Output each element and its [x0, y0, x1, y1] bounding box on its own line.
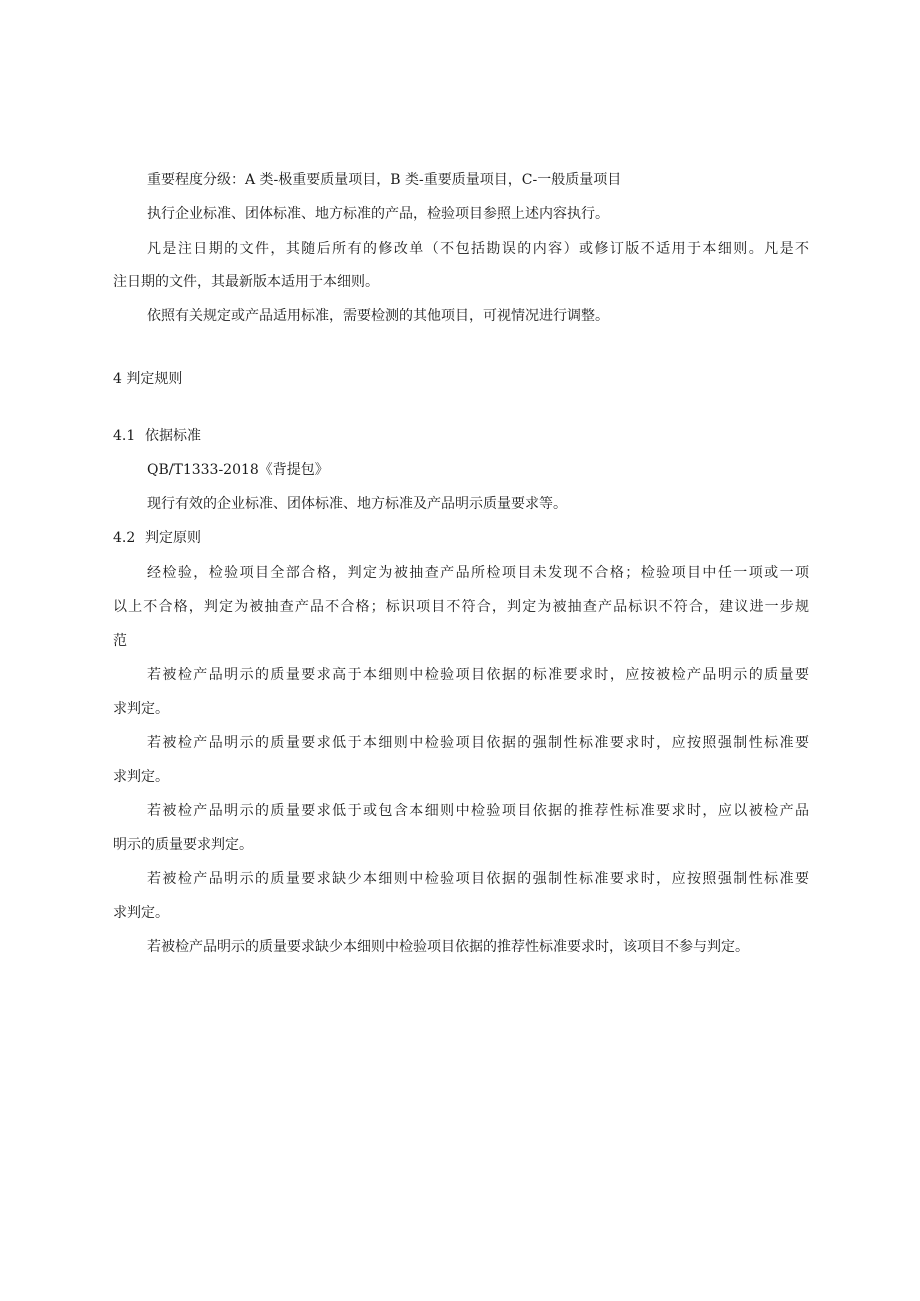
dated-documents-line-2: 注日期的文件，其最新版本适用于本细则。	[113, 274, 379, 290]
principle-5-line-1: 若被检产品明示的质量要求缺少本细则中检验项目依据的强制性标准要求时，应按照强制性标准要	[147, 871, 809, 887]
principle-6-paragraph: 若被检产品明示的质量要求缺少本细则中检验项目依据的推荐性标准要求时，该项目不参与判定。	[147, 939, 749, 955]
section-4-title: 4 判定规则	[113, 371, 183, 387]
principle-4-line-1: 若被检产品明示的质量要求低于或包含本细则中检验项目依据的推荐性标准要求时，应以被检产品	[147, 803, 809, 819]
dated-documents-line-1: 凡是注日期的文件，其随后所有的修改单（不包括勘误的内容）或修订版不适用于本细则。凡是不	[147, 241, 809, 257]
section-4-2-title: 判定原则	[145, 530, 201, 546]
section-4-2-number: 4.2	[113, 530, 136, 546]
principle-5-line-2: 求判定。	[113, 905, 169, 921]
section-4-2-heading	[113, 528, 201, 548]
section-4-1-title: 依据标准	[145, 428, 201, 444]
principle-1-line-2: 以上不合格，判定为被抽查产品不合格；标识项目不符合，判定为被抽查产品标识不符合，建议进一步规	[113, 599, 809, 615]
principle-2-line-1: 若被检产品明示的质量要求高于本细则中检验项目依据的标准要求时，应按被检产品明示的质量要	[147, 667, 809, 683]
standard-item-enterprise: 现行有效的企业标准、团体标准、地方标准及产品明示质量要求等。	[147, 496, 567, 512]
principle-3-line-1: 若被检产品明示的质量要求低于本细则中检验项目依据的强制性标准要求时，应按照强制性标准要	[147, 735, 809, 751]
other-items-paragraph: 依照有关规定或产品适用标准，需要检测的其他项目，可视情况进行调整。	[147, 308, 609, 324]
importance-levels-paragraph: 重要程度分级：A 类-极重要质量项目，B 类-重要质量项目，C-一般质量项目	[147, 172, 622, 188]
principle-4-line-2: 明示的质量要求判定。	[113, 837, 253, 853]
section-4-1-heading	[113, 426, 201, 446]
standard-item-qbt1333: QB/T1333-2018《背提包》	[147, 462, 329, 478]
section-4-1-number: 4.1	[113, 428, 136, 444]
principle-3-line-2: 求判定。	[113, 769, 169, 785]
principle-1-line-1: 经检验，检验项目全部合格，判定为被抽查产品所检项目未发现不合格；检验项目中任一项或一项	[147, 565, 809, 581]
enterprise-standard-paragraph: 执行企业标准、团体标准、地方标准的产品，检验项目参照上述内容执行。	[147, 206, 609, 222]
principle-1-line-3: 范	[113, 633, 127, 649]
principle-2-line-2: 求判定。	[113, 701, 169, 717]
